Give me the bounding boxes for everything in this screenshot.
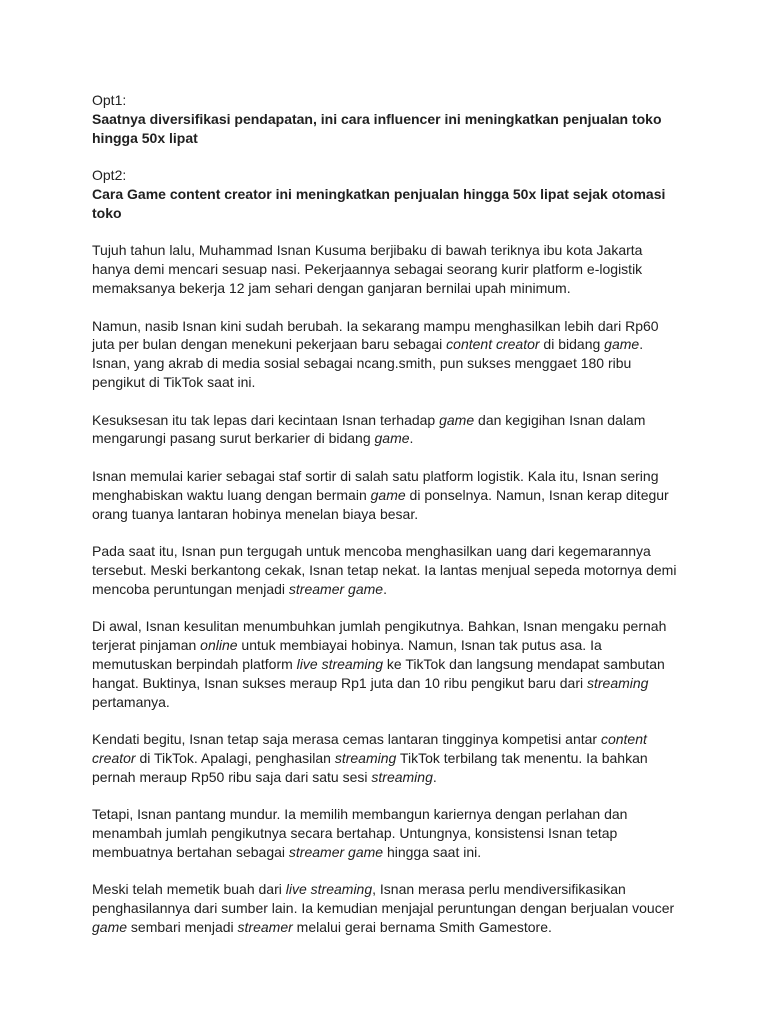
text-run: ke TikTok dan langsung mendapat sambutan hangat. Buktinya, Isnan sukses meraup Rp1 juta dan 10 ribu pengikut baru dari	[92, 655, 665, 691]
italic-term: game	[370, 486, 406, 503]
text-run: Pada saat itu, Isnan pun tergugah untuk mencoba menghasilkan uang dari kegemarannya tersebut. Meski berkantong cekak, Isnan tetap nekat. Ia lantas menjual sepeda motornya demi mencoba peruntungan menjadi	[92, 543, 677, 597]
article-paragraph	[92, 730, 682, 786]
italic-term: streamer game	[288, 580, 384, 597]
text-run: Meski telah memetik buah dari	[92, 881, 286, 898]
article-paragraph	[92, 617, 682, 711]
article-paragraph	[92, 542, 682, 598]
option-label: Opt2:	[92, 167, 127, 184]
article-paragraph	[92, 467, 682, 523]
document-page	[92, 91, 682, 937]
italic-term: streamer	[237, 919, 293, 936]
text-run: Tetapi, Isnan pantang mundur. Ia memilih membangun kariernya dengan perlahan dan menambah jumlah pengikutnya secara bertahap. Untungnya, konsistensi Isnan tetap membuatnya bertahan sebagai	[92, 806, 628, 860]
italic-term: streamer game	[288, 843, 384, 860]
text-run: Di awal, Isnan kesulitan menumbuhkan jumlah pengikutnya. Bahkan, Isnan mengaku pernah terjerat pinjaman	[92, 618, 667, 654]
text-run: . Isnan, yang akrab di media sosial sebagai ncang.smith, pun sukses menggaet 180 ribu pengikut di TikTok saat ini.	[92, 336, 644, 390]
text-run: .	[383, 580, 387, 597]
text-run: .	[409, 430, 414, 447]
italic-term: streaming	[371, 768, 433, 785]
text-run: Kesuksesan itu tak lepas dari kecintaan Isnan terhadap	[92, 411, 440, 428]
text-run: di bidang	[539, 336, 605, 353]
italic-term: game	[604, 336, 640, 353]
italic-term: content creator	[92, 731, 647, 766]
option-label: Opt1:	[92, 92, 127, 108]
text-run: di TikTok. Apalagi, penghasilan	[135, 749, 335, 766]
text-run: TikTok terbilang tak menentu. Ia bahkan pernah meraup Rp50 ribu saja dari satu sesi	[92, 749, 648, 785]
italic-term: online	[200, 637, 238, 654]
option-title: Saatnya diversifikasi pendapatan, ini cara influencer ini meningkatkan penjualan toko hingga 50x lipat	[92, 110, 662, 146]
text-run: di ponselnya. Namun, Isnan kerap ditegur orang tuanya lantaran hobinya menelan biaya besar.	[92, 486, 669, 522]
text-run: Tujuh tahun lalu, Muhammad Isnan Kusuma berjibaku di bawah teriknya ibu kota Jakarta hanya demi mencari sesuap nasi. Pekerjaannya sebagai seorang kurir platform e-logistik memaksanya bekerja 12 jam sehari dengan ganjaran bernilai upah minimum.	[92, 242, 643, 296]
text-run: Isnan memulai karier sebagai staf sortir di salah satu platform logistik. Kala itu, Isnan sering menghabiskan waktu luang dengan bermain	[92, 467, 659, 503]
italic-term: game	[374, 430, 410, 447]
text-run: Kendati begitu, Isnan tetap saja merasa cemas lantaran tingginya kompetisi antar	[92, 731, 601, 748]
article-paragraph	[92, 411, 682, 449]
italic-term: live streaming	[296, 655, 384, 672]
italic-term: game	[92, 919, 128, 936]
article-paragraph	[92, 241, 682, 297]
italic-term: streaming	[586, 674, 649, 691]
text-run: , Isnan merasa perlu mendiversifikasikan penghasilannya dari sumber lain. Ia kemudian menjajal peruntungan dengan berjualan voucer	[92, 881, 675, 917]
text-run: pertamanya.	[92, 693, 170, 710]
italic-term: streaming	[334, 749, 397, 766]
text-run: .	[432, 768, 437, 785]
text-run: untuk membiayai hobinya. Namun, Isnan tak putus asa. Ia memutuskan berpindah platform	[92, 637, 602, 672]
text-run: hingga saat ini.	[383, 843, 482, 860]
title-option-2	[92, 166, 682, 222]
text-run: sembari menjadi	[127, 919, 238, 936]
article-paragraph	[92, 805, 682, 861]
option-title: Cara Game content creator ini meningkatkan penjualan hingga 50x lipat sejak otomasi toko	[92, 185, 666, 221]
article-paragraph	[92, 880, 682, 936]
text-run: melalui gerai bernama Smith Gamestore.	[292, 919, 552, 936]
article-body	[92, 241, 682, 936]
italic-term: live streaming	[285, 881, 373, 898]
article-paragraph	[92, 317, 682, 392]
text-run: dan kegigihan Isnan dalam mengarungi pasang surut berkarier di bidang	[92, 411, 646, 447]
italic-term: game	[439, 411, 475, 428]
title-option-1	[92, 91, 682, 147]
italic-term: content creator	[446, 336, 540, 353]
text-run: Namun, nasib Isnan kini sudah berubah. Ia sekarang mampu menghasilkan lebih dari Rp60 juta per bulan dengan menekuni pekerjaan baru sebagai	[92, 317, 659, 353]
